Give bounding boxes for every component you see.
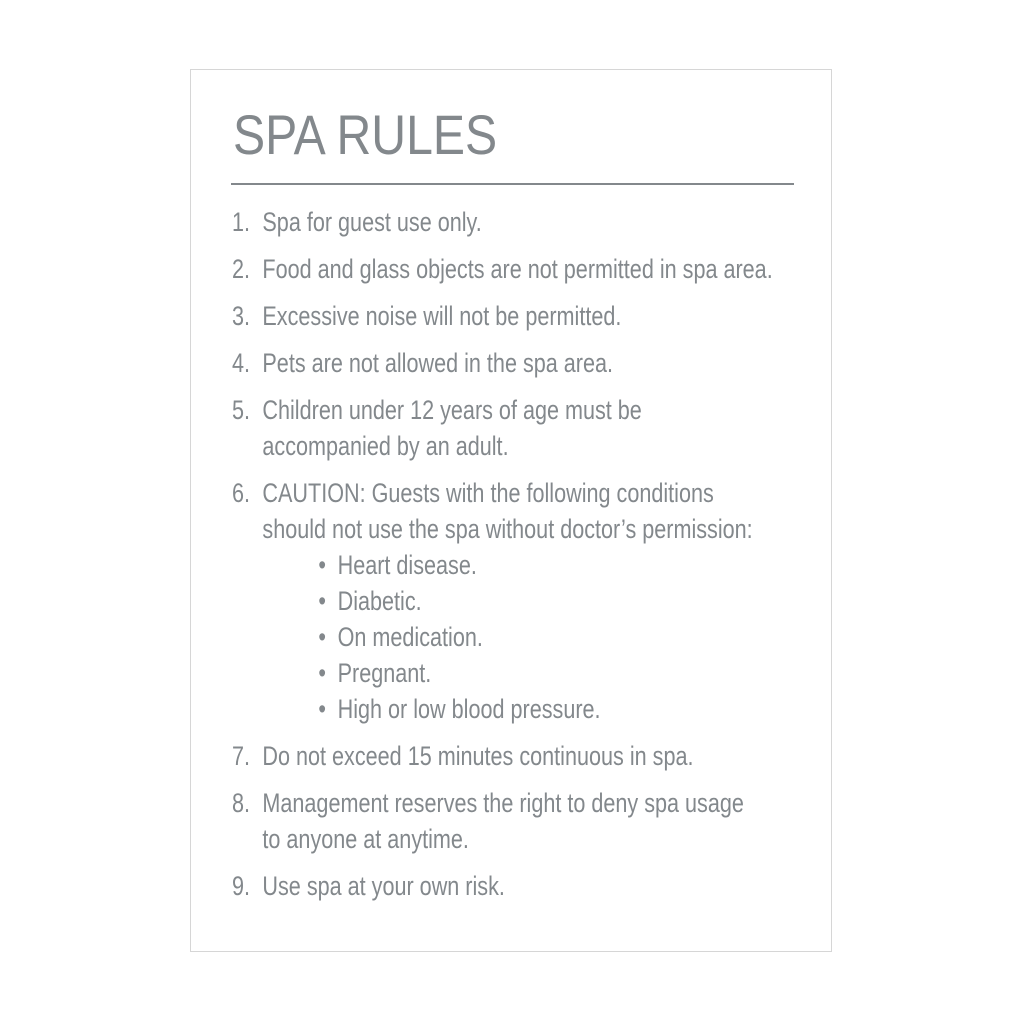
rule-text: Food and glass objects are not permitted in spa area. [262,254,773,284]
rule-text-continued: accompanied by an adult. [262,431,509,461]
rules-list [232,204,792,915]
rule-text: Spa for guest use only. [262,207,482,237]
rule-text: Pets are not allowed in the spa area. [262,348,614,378]
rule-item-7 [232,738,792,774]
bullet-icon: • [318,658,326,688]
rule-text: CAUTION: Guests with the following conditions [262,478,714,508]
rule-number: 5. [232,395,251,425]
title-divider [231,183,794,185]
rule-text: Children under 12 years of age must be [262,395,642,425]
spa-rules-sign [190,69,832,952]
rule-text: Do not exceed 15 minutes continuous in spa. [262,741,694,771]
rule-text: Management reserves the right to deny spa usage [262,788,744,818]
bullet-icon: • [318,622,326,652]
rule-text-continued: should not use the spa without doctor’s permission: [262,514,753,544]
rule-number: 2. [232,254,251,284]
condition-text: On medication. [337,622,483,652]
condition-list [262,547,752,727]
rule-item-4 [232,345,792,381]
rule-item-9 [232,868,792,904]
rule-item-3 [232,298,792,334]
condition-item [318,619,752,655]
rule-number: 3. [232,301,251,331]
rule-item-1 [232,204,792,240]
rule-item-5 [232,392,792,464]
rule-text: Use spa at your own risk. [262,871,505,901]
bullet-icon: • [318,550,326,580]
rule-number: 8. [232,788,251,818]
rule-number: 7. [232,741,251,771]
rule-item-6 [232,475,792,727]
rule-item-2 [232,251,792,287]
condition-item [318,547,752,583]
condition-text: Heart disease. [337,550,477,580]
condition-item [318,655,752,691]
rule-text: Excessive noise will not be permitted. [262,301,622,331]
rule-number: 9. [232,871,251,901]
rule-text-continued: to anyone at anytime. [262,824,469,854]
bullet-icon: • [318,694,326,724]
condition-text: High or low blood pressure. [337,694,601,724]
condition-item [318,691,752,727]
rule-number: 6. [232,478,251,508]
condition-text: Diabetic. [337,586,422,616]
rule-number: 4. [232,348,251,378]
sign-title: SPA RULES [233,103,498,166]
condition-item [318,583,752,619]
rule-item-8 [232,785,792,857]
bullet-icon: • [318,586,326,616]
rule-number: 1. [232,207,251,237]
condition-text: Pregnant. [337,658,432,688]
